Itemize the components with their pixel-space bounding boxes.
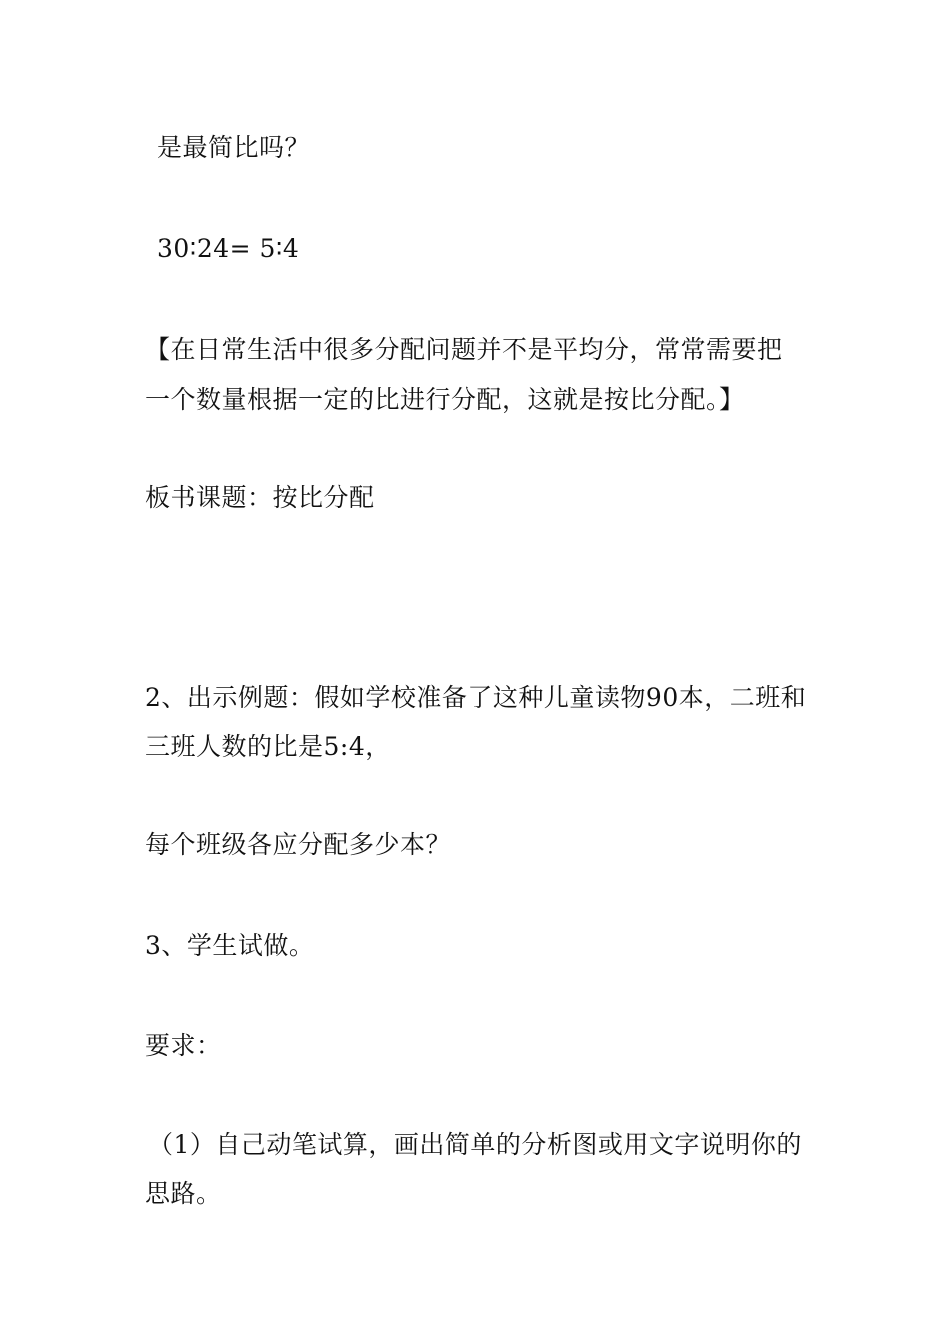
text-line-bracket-2: 一个数量根据一定的比进行分配，这就是按比分配。】	[145, 385, 745, 414]
text-line-title: 板书课题：按比分配	[145, 483, 375, 512]
text-line-req-1a: （1）自己动笔试算，画出简单的分析图或用文字说明你的	[148, 1130, 802, 1159]
text-line-example-3: 每个班级各应分配多少本？	[145, 830, 452, 859]
text-line-example-1: 2、出示例题：假如学校准备了这种儿童读物90本，二班和	[145, 683, 807, 712]
text-line-question: 是最简比吗？	[157, 133, 311, 162]
text-line-example-2: 三班人数的比是5:4，	[145, 732, 391, 761]
text-line-requirements: 要求：	[145, 1031, 222, 1060]
text-line-ratio: 30∶24= 5∶4	[157, 234, 300, 263]
text-line-step-3: 3、学生试做。	[145, 931, 315, 960]
text-line-req-1b: 思路。	[145, 1179, 222, 1208]
text-line-bracket-1: 【在日常生活中很多分配问题并不是平均分，常常需要把	[145, 335, 783, 364]
